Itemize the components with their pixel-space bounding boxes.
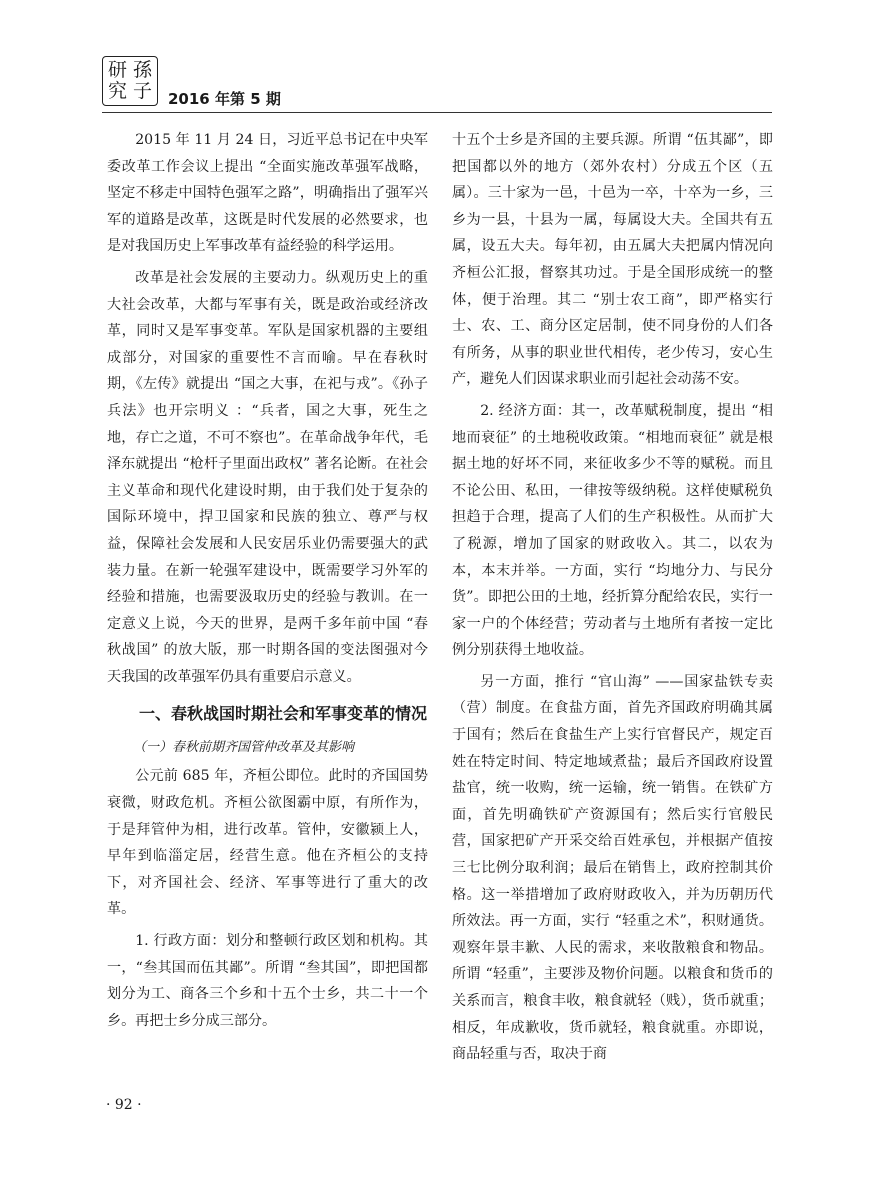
logo-char: 子 bbox=[132, 80, 152, 102]
paragraph: 十五个士乡是齐国的主要兵源。所谓 “伍其鄙”，即把国都以外的地方（郊外农村）分成五个区（五属）。三十家为一邑，十邑为一卒，十卒为一乡，三乡为一县，十县为一属，每属设大夫。全国共有五属，设五大夫。每年初，由五属大夫把属内情况向齐桓公汇报，督察其功过。于是全国形成统一的整体，便于治理。其二 “别士农工商”，即严格实行士、农、工、商分区定居制，使不同身份的人们各有所务，从事的职业世代相传，老少传习，安心生产，避免人们因谋求职业而引起社会动荡不安。 bbox=[452, 132, 773, 388]
section-heading: 一、春秋战国时期社会和军事变革的情况 bbox=[139, 704, 428, 724]
paragraph: 公元前 685 年，齐桓公即位。此时的齐国国势衰微，财政危机。齐桓公欲图霸中原，有所作为，于是拜管仲为相，进行改革。管仲，安徽颍上人，早年到临淄定居，经营生意。他在齐桓公的支持下，对齐国社会、经济、军事等进行了重大的改革。 bbox=[107, 768, 428, 918]
logo-char: 研 bbox=[107, 59, 127, 81]
paragraph: 另一方面，推行 “官山海” ——国家盐铁专卖（营）制度。在食盐方面，首先齐国政府明确其属于国有；然后在食盐生产上实行官督民产，规定百姓在特定时间、特定地域煮盐；最后齐国政府设置盐官，统一收购，统一运输，统一销售。在铁矿方面，首先明确铁矿产资源国有；然后实行官般民营，国家把矿产开采交给百姓承包，并根据产值按三七比例分取利润；最后在销售上，政府控制其价格。这一举措增加了政府财政收入，并为历朝历代所效法。再一方面，实行 “轻重之术”，积财通货。观察年景丰歉、人民的需求，来收散粮食和物品。所谓 “轻重”，主要涉及物价问题。以粮食和货币的关系而言，粮食丰收，粮食就轻（贱），货币就重；相反，年成歉收，货币就轻，粮食就重。亦即说，商品轻重与否，取决于商 bbox=[452, 673, 773, 1063]
page-number: · 92 · bbox=[106, 1097, 142, 1113]
paragraph: 1. 行政方面：划分和整顿行政区划和机构。其一，“叁其国而伍其鄙”。所谓 “叁其国”，即把国都划分为工、商各三个乡和十五个士乡，共二十一个乡。再把士乡分成三部分。 bbox=[107, 933, 428, 1029]
journal-logo bbox=[102, 56, 158, 106]
paragraph: 2015 年 11 月 24 日，习近平总书记在中央军委改革工作会议上提出 “全面实施改革强军战略，坚定不移走中国特色强军之路”，明确指出了强军兴军的道路是改革，这既是时代发展的必然要求，也是对我国历史上军事改革有益经验的科学运用。 bbox=[107, 132, 428, 255]
left-column bbox=[107, 127, 428, 1039]
logo-char: 孫 bbox=[132, 59, 152, 81]
header-divider bbox=[102, 112, 772, 113]
paragraph: 改革是社会发展的主要动力。纵观历史上的重大社会改革，大都与军事有关，既是政治或经济改革，同时又是军事变革。军队是国家机器的主要组成部分，对国家的重要性不言而喻。早在春秋时期，《左传》就提出 “国之大事，在祀与戎”。《孙子兵法》也开宗明义 ：“兵者，国之大事，死生之地，存亡之道，不可不察也”。在革命战争年代，毛泽东就提出 “枪杆子里面出政权” 著名论断。在社会主义革命和现代化建设时期，由于我们处于复杂的国际环境中，捍卫国家和民族的独立、尊严与权益，保障社会发展和人民安居乐业仍需要强大的武装力量。在新一轮强军建设中，既需要学习外军的经验和措施，也需要汲取历史的经验与教训。在一定意义上说，今天的世界，是两千多年前中国 “春秋战国” 的放大版，那一时期各国的变法图强对今天我国的改革强军仍具有重要启示意义。 bbox=[107, 269, 428, 685]
right-column bbox=[452, 127, 773, 1073]
logo-char: 究 bbox=[107, 80, 127, 102]
subsection-heading: （一）春秋前期齐国管仲改革及其影响 bbox=[133, 740, 355, 756]
paragraph: 2. 经济方面：其一，改革赋税制度，提出 “相地而衰征” 的土地税收政策。“相地而衰征” 就是根据土地的好坏不同，来征收多少不等的赋税。而且不论公田、私田，一律按等级纳税。这样使赋税负担趋于合理，提高了人们的生产积极性。从而扩大了税源，增加了国家的财政收入。其二，以农为本，本末并举。一方面，实行 “均地分力、与民分货”。即把公田的土地，经折算分配给农民，实行一家一户的个体经营；劳动者与土地所有者按一定比例分别获得土地收益。 bbox=[452, 402, 773, 659]
issue-label: 2016 年第 5 期 bbox=[168, 90, 281, 108]
